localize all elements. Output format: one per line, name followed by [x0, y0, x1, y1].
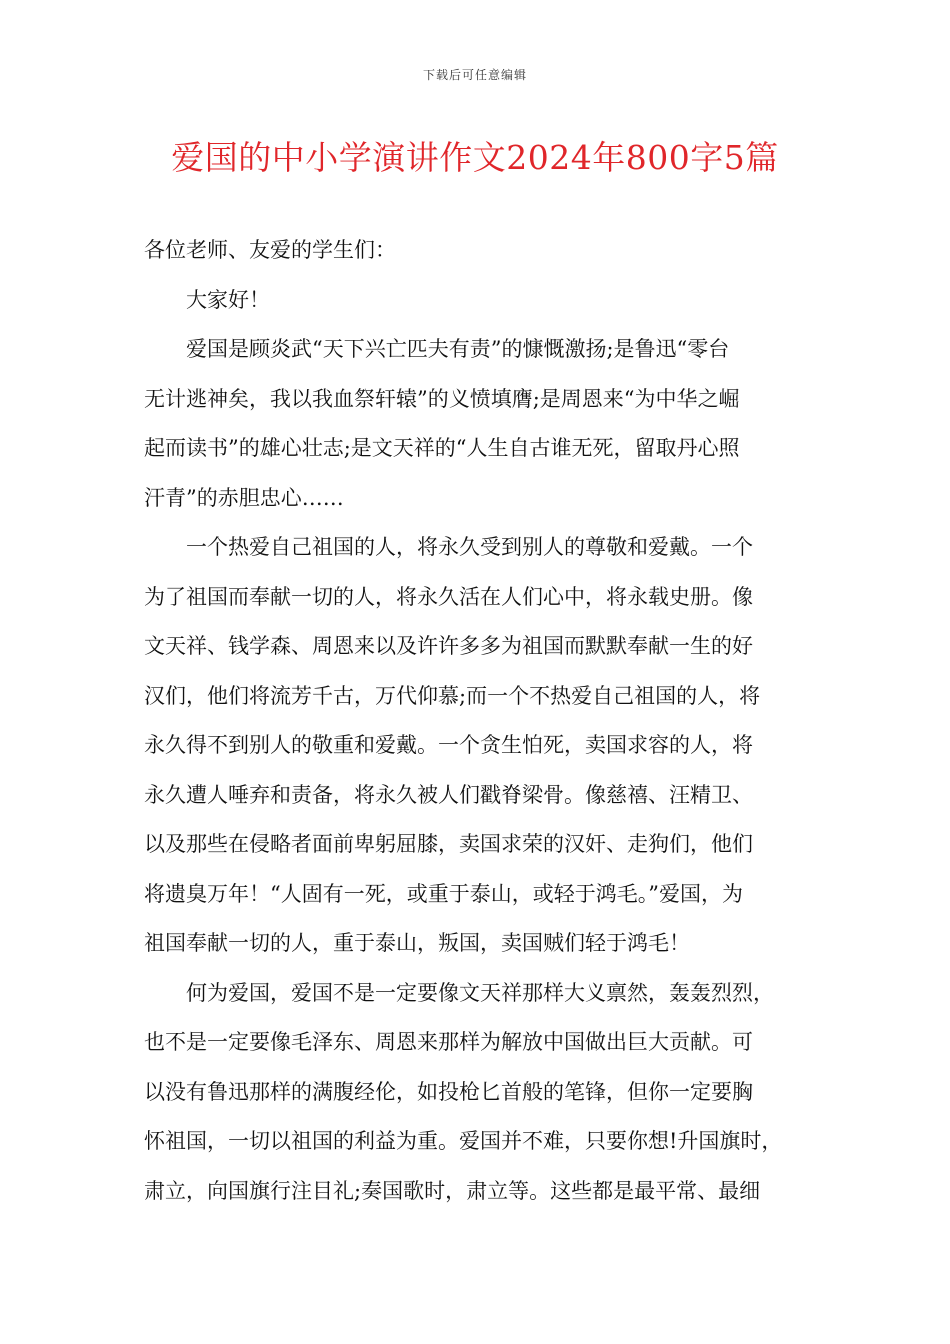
- body-line: 为了祖国而奉献一切的人，将永久活在人们心中，将永载史册。像: [144, 584, 753, 609]
- body-line: 各位老师、友爱的学生们：: [144, 238, 396, 262]
- body-line: 怀祖国，一切以祖国的利益为重。爱国并不难，只要你想!升国旗时，: [144, 1129, 783, 1153]
- document-body: [144, 226, 812, 1216]
- body-line: 文天祥、钱学森、周恩来以及许许多多为祖国而默默奉献一生的好: [144, 634, 753, 658]
- body-line: 汗青”的赤胆忠心……: [144, 485, 344, 510]
- body-line: 肃立，向国旗行注目礼;奏国歌时，肃立等。这些都是最平常、最细: [144, 1178, 761, 1203]
- body-line: 以没有鲁迅那样的满腹经伦，如投枪匕首般的笔锋，但你一定要胸: [144, 1079, 753, 1104]
- body-line: 也不是一定要像毛泽东、周恩来那样为解放中国做出巨大贡献。可: [144, 1030, 753, 1054]
- header-note: 下载后可任意编辑: [422, 68, 527, 82]
- document-title: 爱国的中小学演讲作文2024年800字5篇: [171, 138, 779, 177]
- body-line: 无计逃神矣，我以我血祭轩辕”的义愤填膺;是周恩来“为中华之崛: [144, 386, 740, 411]
- body-line: 一个热爱自己祖国的人，将永久受到别人的尊敬和爱戴。一个: [144, 535, 753, 559]
- body-line: 大家好！: [144, 287, 270, 312]
- body-line: 永久遭人唾弃和责备，将永久被人们戳脊梁骨。像慈禧、汪精卫、: [144, 782, 753, 807]
- body-line: 以及那些在侵略者面前卑躬屈膝，卖国求荣的汉奸、走狗们，他们: [144, 832, 753, 856]
- body-line: 起而读书”的雄心壮志;是文天祥的“人生自古谁无死，留取丹心照: [144, 436, 740, 460]
- body-line: 汉们，他们将流芳千古，万代仰慕;而一个不热爱自己祖国的人，将: [144, 683, 761, 708]
- body-line: 将遗臭万年！“人固有一死，或重于泰山，或轻于鸿毛。”爱国，为: [144, 881, 743, 906]
- body-line: 爱国是顾炎武“天下兴亡匹夫有责”的慷慨激扬;是鲁迅“零台: [144, 337, 730, 361]
- body-line: 祖国奉献一切的人，重于泰山，叛国，卖国贼们轻于鸿毛！: [144, 931, 690, 955]
- body-line: 何为爱国，爱国不是一定要像文天祥那样大义禀然，轰轰烈烈，: [144, 980, 774, 1005]
- body-line: 永久得不到别人的敬重和爱戴。一个贪生怕死，卖国求容的人，将: [144, 733, 753, 757]
